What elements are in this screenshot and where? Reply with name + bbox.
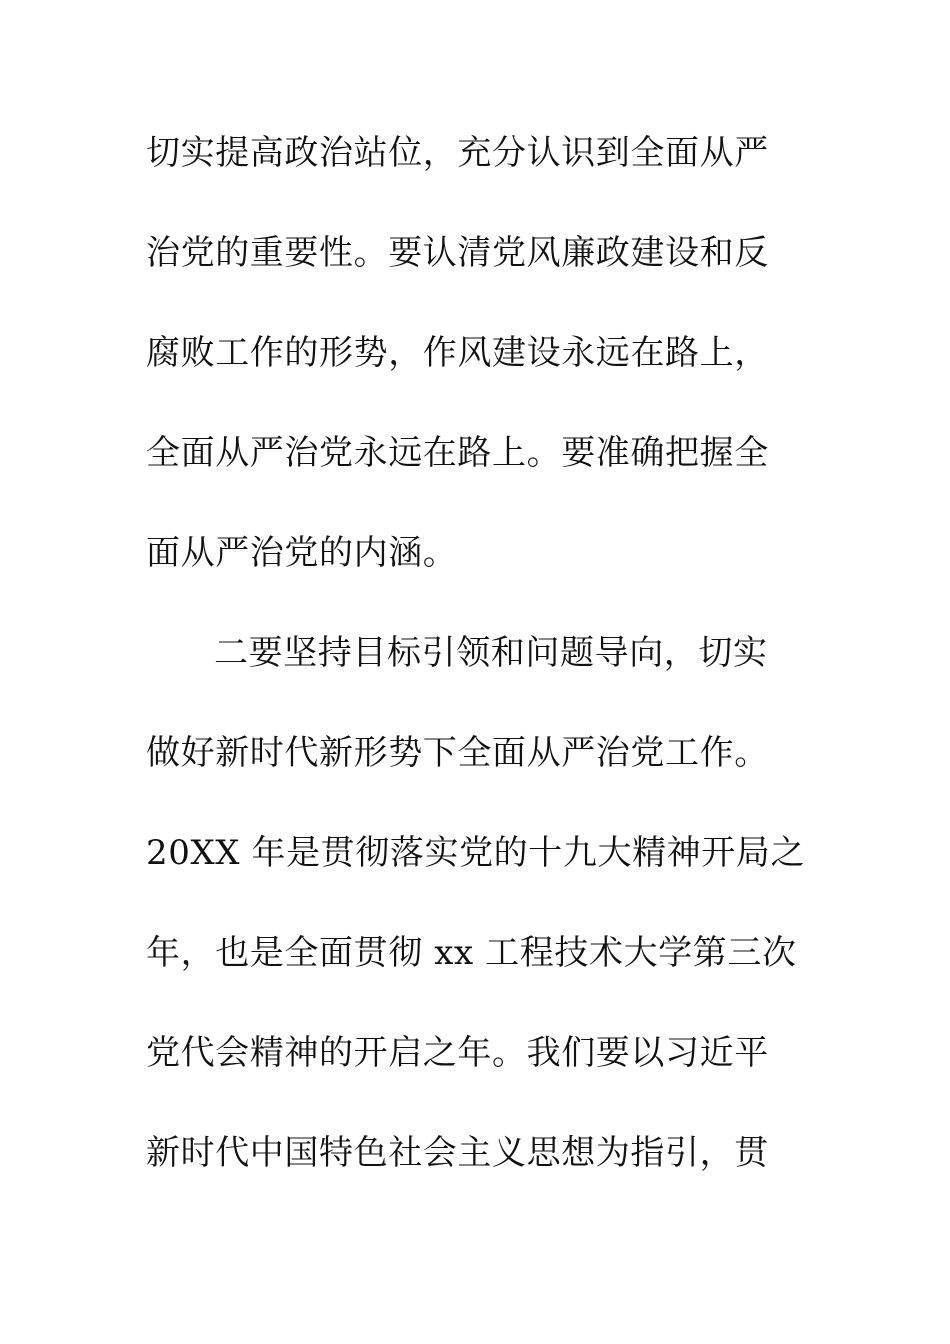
paragraph-first-line: 二要坚持目标引领和问题导向，切实 (214, 633, 768, 673)
body-text-line: 面从严治党的内涵。 (146, 533, 458, 573)
body-text-line: 切实提高政治站位，充分认识到全面从严 (146, 133, 769, 173)
body-text-line: 全面从严治党永远在路上。要准确把握全 (146, 433, 769, 473)
body-text-line: 腐败工作的形势，作风建设永远在路上， (146, 333, 769, 373)
body-text-line: 新时代中国特色社会主义思想为指引，贯 (146, 1133, 769, 1173)
body-text-line: 治党的重要性。要认清党风廉政建设和反 (146, 233, 769, 273)
body-text-line: 做好新时代新形势下全面从严治党工作。 (146, 733, 769, 773)
body-text-line: 年，也是全面贯彻 xx 工程技术大学第三次 (146, 933, 797, 973)
body-text-line: 党代会精神的开启之年。我们要以习近平 (146, 1033, 769, 1073)
body-text-line: 20XX 年是贯彻落实党的十九大精神开局之 (146, 833, 806, 873)
